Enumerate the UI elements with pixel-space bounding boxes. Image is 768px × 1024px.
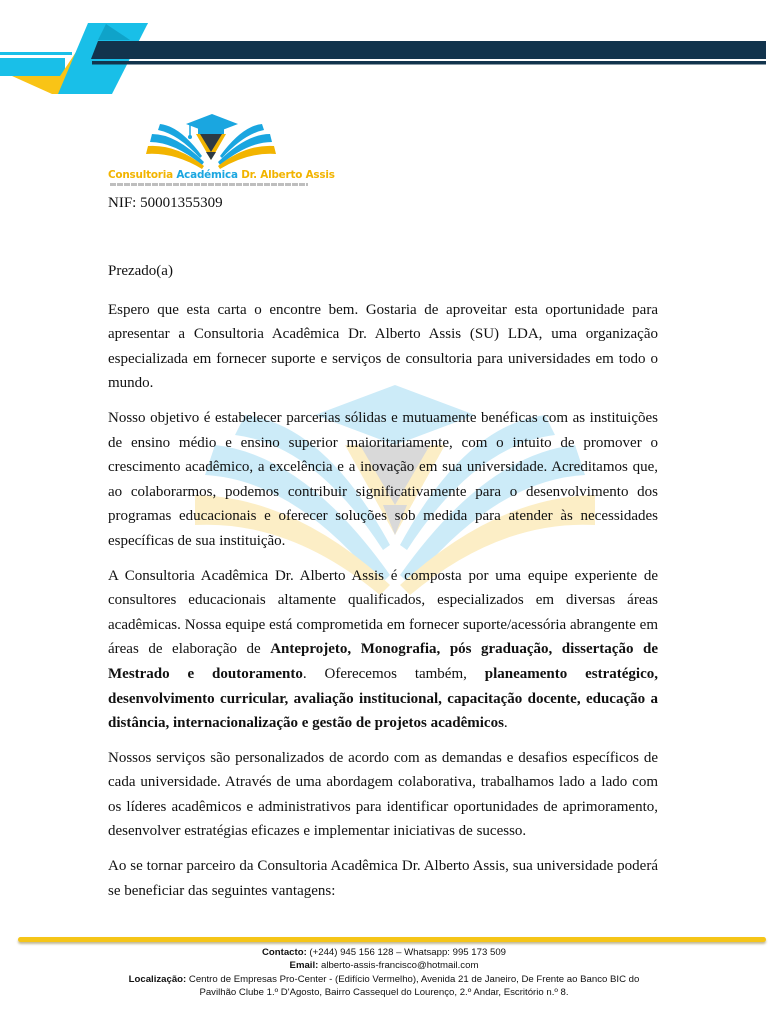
footer-divider: [18, 937, 766, 942]
tax-id: NIF: 50001355309: [108, 195, 223, 211]
greeting: Prezado(a): [108, 263, 173, 279]
paragraph-team: A Consultoria Acadêmica Dr. Alberto Assis é composta por uma equipe experiente de consultores educacionais altamente qualificados, especializados em diversas áreas acadêmicas. Nossa equipe está comprometida em fornecer suporte/acessória abrangente em áreas de elaboração de Anteprojeto, Monografia, pós graduação, dissertação de Mestrado e doutoramento. Oferecemos também, planeamento estratégico, desenvolvimento curricular, avaliação institucional, capacitação docente, educação a distância, internacionalização e gestão de projetos acadêmicos.: [108, 567, 658, 732]
company-name: Consultoria Académica Dr. Alberto Assis: [108, 169, 335, 181]
paragraph-intro: Espero que esta carta o encontre bem. Gostaria de aproveitar esta oportunidade para apresentar a Consultoria Acadêmica Dr. Alberto Assis (SU) LDA, uma organização especializada em fornecer suporte e serviços de consultoria para universidades em todo o mundo.: [108, 301, 658, 392]
header-ribbon-graphic: [0, 0, 768, 100]
company-logo: [106, 112, 335, 190]
paragraph-objective: Nosso objetivo é estabelecer parcerias sólidas e mutuamente benéficas com as instituições de ensino médio e ensino superior maioritariamente, com o intuito de promover o crescimento acadêmico, a excelência e a inovação em sua universidade. Acreditamos que, ao colaborarmos, podemos contribuir significativamente para o desenvolvimento dos programas educacionais e oferecer soluções sob medida para atender às necessidades específicas de sua instituição.: [108, 409, 658, 549]
footer-email: Email: alberto-assis-francisco@hotmail.com: [289, 960, 479, 972]
services-institutional: planeamento estratégico, desenvolvimento curricular, avaliação institucional, capacitação docente, educação a distância, internacionalização e gestão de projetos acadêmicos: [108, 665, 658, 732]
paragraph-services: Nossos serviços são personalizados de acordo com as demandas e desafios específicos de cada universidade. Através de uma abordagem colaborativa, trabalhamos lado a lado com os líderes acadêmicos e administrativos para identificar oportunidades de aprimoramento, desenvolver estratégias eficazes e implementar iniciativas de sucesso.: [108, 749, 658, 840]
footer-location-line2: Pavilhão Clube 1.º D'Agosto, Bairro Cassequel do Lourenço, 2.º Andar, Escritório n.º 8.: [199, 987, 569, 999]
services-academic: Anteprojeto, Monografia, pós graduação, dissertação de Mestrado e doutoramento: [108, 641, 658, 682]
email-link[interactable]: alberto-assis-francisco@hotmail.com: [318, 960, 479, 972]
letter-body: [108, 259, 658, 913]
company-tagline: [110, 183, 308, 186]
graduation-cap-book-icon: [146, 112, 276, 170]
footer-contact: Contacto: (+244) 945 156 128 – Whatsapp: 995 173 509: [262, 947, 506, 958]
footer-contact-block: [60, 946, 708, 1000]
footer-location: Localização: Centro de Empresas Pro-Center - (Edifício Vermelho), Avenida 21 de Janeiro, De Frente ao Banco BIC do: [128, 973, 640, 985]
paragraph-partnership: Ao se tornar parceiro da Consultoria Acadêmica Dr. Alberto Assis, sua universidade poderá se beneficiar das seguintes vantagens:: [108, 858, 658, 899]
